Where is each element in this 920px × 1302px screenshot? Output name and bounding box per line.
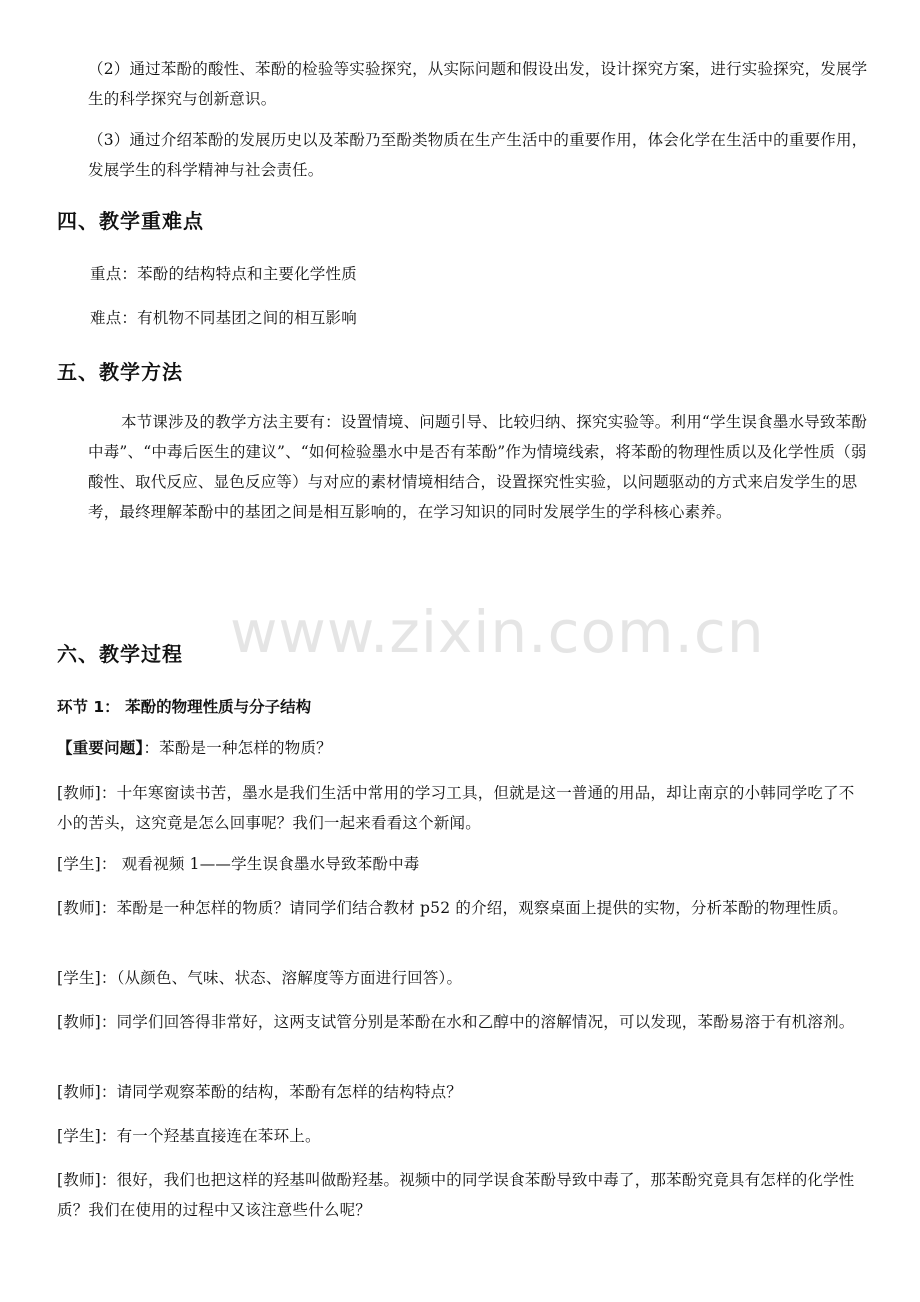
section-5-heading: 五、教学方法 xyxy=(57,360,183,384)
difficult-point: 难点：有机物不同基团之间的相互影响 xyxy=(90,309,357,327)
watermark: www.zixin.com.cn xyxy=(230,598,765,666)
dialogue-line: [教师]：请同学观察苯酚的结构，苯酚有怎样的结构特点？ xyxy=(57,1083,462,1101)
dialogue-line: [学生]：有一个羟基直接连在苯环上。 xyxy=(57,1127,321,1145)
dialogue-line: [学生]：（从颜色、气味、状态、溶解度等方面进行回答）。 xyxy=(57,969,463,987)
dialogue-line: [教师]：苯酚是一种怎样的物质？请同学们结合教材 p52 的介绍，观察桌面上提供的实物，分析苯酚的物理性质。 xyxy=(57,899,848,917)
dialogue-line: [教师]：同学们回答得非常好，这两支试管分别是苯酚在水和乙醇中的溶解情况，可以发现，苯酚易溶于有机溶剂。 xyxy=(57,1013,855,1031)
section-4-heading: 四、教学重难点 xyxy=(57,209,204,233)
key-question-label: 【重要问题】 xyxy=(57,739,144,757)
teaching-method-body: 本节课涉及的教学方法主要有：设置情境、问题引导、比较归纳、探究实验等。利用“学生误食墨水导致苯酚中毒”、“中毒后医生的建议”、“如何检验墨水中是否有苯酚”作为情境线索，将苯酚的物理性质以及化学性质（弱酸性、取代反应、显色反应等）与对应的素材情境相结合，设置探究性实验，以问题驱动的方式来启发学生的思考，最终理解苯酚中的基团之间是相互影响的，在学习知识的同时发展学生的学科核心素养。 xyxy=(88,413,868,521)
step-1-heading: 环节 1： 苯酚的物理性质与分子结构 xyxy=(57,698,312,716)
key-question xyxy=(57,733,867,763)
dialogue-line: [教师]：很好，我们也把这样的羟基叫做酚羟基。视频中的同学误食苯酚导致中毒了，那苯酚究竟具有怎样的化学性质？我们在使用的过程中又该注意些什么呢？ xyxy=(57,1171,855,1219)
dialogue-line: [教师]：十年寒窗读书苦，墨水是我们生活中常用的学习工具，但就是这一普通的用品，却让南京的小韩同学吃了不小的苦头，这究竟是怎么回事呢？我们一起来看看这个新闻。 xyxy=(57,784,855,832)
objective-item-3: （3）通过介绍苯酚的发展历史以及苯酚乃至酚类物质在生产生活中的重要作用，体会化学在生活中的重要作用，发展学生的科学精神与社会责任。 xyxy=(88,131,868,179)
key-point: 重点：苯酚的结构特点和主要化学性质 xyxy=(90,265,357,283)
objective-item-2: （2）通过苯酚的酸性、苯酚的检验等实验探究，从实际问题和假设出发，设计探究方案，进行实验探究，发展学生的科学探究与创新意识。 xyxy=(88,60,868,108)
key-question-text: ：苯酚是一种怎样的物质？ xyxy=(143,739,332,757)
dialogue-line: [学生]： 观看视频 1——学生误食墨水导致苯酚中毒 xyxy=(57,855,420,873)
section-6-heading: 六、教学过程 xyxy=(57,642,183,666)
